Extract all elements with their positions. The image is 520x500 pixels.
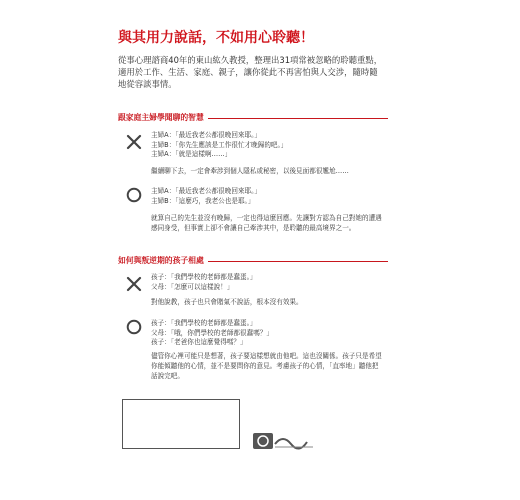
dialogue-line: 主婦B：「你先生應該是工作很忙才晚歸的吧。」 <box>151 140 288 149</box>
cross-icon <box>126 134 142 150</box>
intro-paragraph: 從事心理諮商40年的東山紘久教授，整理出31項常被忽略的聆聽重點，適用於工作、生活、家庭、親子，讓你從此不再害怕與人交涉，隨時隨地從容談事情。 <box>118 55 383 89</box>
article-page <box>118 30 388 470</box>
section-title: 跟家庭主婦學聞聊的智慧 <box>118 112 208 124</box>
section-heading-housewives <box>118 112 388 124</box>
dialogue-line: 孩子：「我們學校的老師都是蠢蛋。」 <box>151 319 257 327</box>
section-heading-teenagers <box>118 255 388 267</box>
dialogue-line: 主婦A：「最近我老公都很晚回來耶。」 <box>151 131 262 139</box>
dialogue-line: 父母：「怎麼可以這樣說！」 <box>151 282 234 291</box>
commentary-bad: 繼續聊下去，一定會牽涉到個人隱私或秘密，以後見面都很尷尬…… <box>151 167 349 175</box>
dialogue-bad-example <box>151 273 383 292</box>
commentary-good: 儘管你心裡可能只是想著，孩子要這樣想就由他吧。這也沒關係。孩子只是希望你能傾聽他的心情，並不是要問你的意見。考慮孩子的心情，「直率地」聽他把話說完吧。 <box>151 352 382 380</box>
dialogue-bad-example <box>151 131 383 160</box>
dialogue-line: 孩子：「我們學校的老師都是蠢蛋。」 <box>151 273 257 281</box>
section-title: 如何與叛逆期的孩子相處 <box>118 255 208 267</box>
dialogue-line: 父母：「哦，你們學校的老師都很蠢嗎？」 <box>151 328 273 337</box>
dialogue-line: 孩子：「老爸你也這麼覺得嗎？」 <box>151 338 247 346</box>
circle-icon <box>126 187 142 203</box>
circle-icon <box>126 319 142 335</box>
commentary-good: 就算自己的先生並沒有晚歸，一定也得這麼回應。先讓對方認為自己對她的遭遇感同身受，但事實上卻不會讓自己牽涉其中，是聆聽的最高境界之一。 <box>151 214 382 232</box>
dialogue-good-example <box>151 319 383 348</box>
page-title: 與其用力說話，不如用心聆聽！ <box>118 30 314 46</box>
image-placeholder <box>122 399 240 449</box>
dialogue-line: 主婦A：「就是這樣啊……」 <box>151 150 232 158</box>
publisher-logo-icon <box>253 432 315 450</box>
dialogue-line: 主婦B：「這麼巧，我老公也是耶。」 <box>151 196 255 205</box>
commentary-bad: 對他說教，孩子也只會賭氣不說話，根本沒有效果。 <box>151 298 303 306</box>
cross-icon <box>126 276 142 292</box>
dialogue-good-example <box>151 187 383 206</box>
dialogue-line: 主婦A：「最近我老公都很晚回來耶。」 <box>151 187 262 195</box>
